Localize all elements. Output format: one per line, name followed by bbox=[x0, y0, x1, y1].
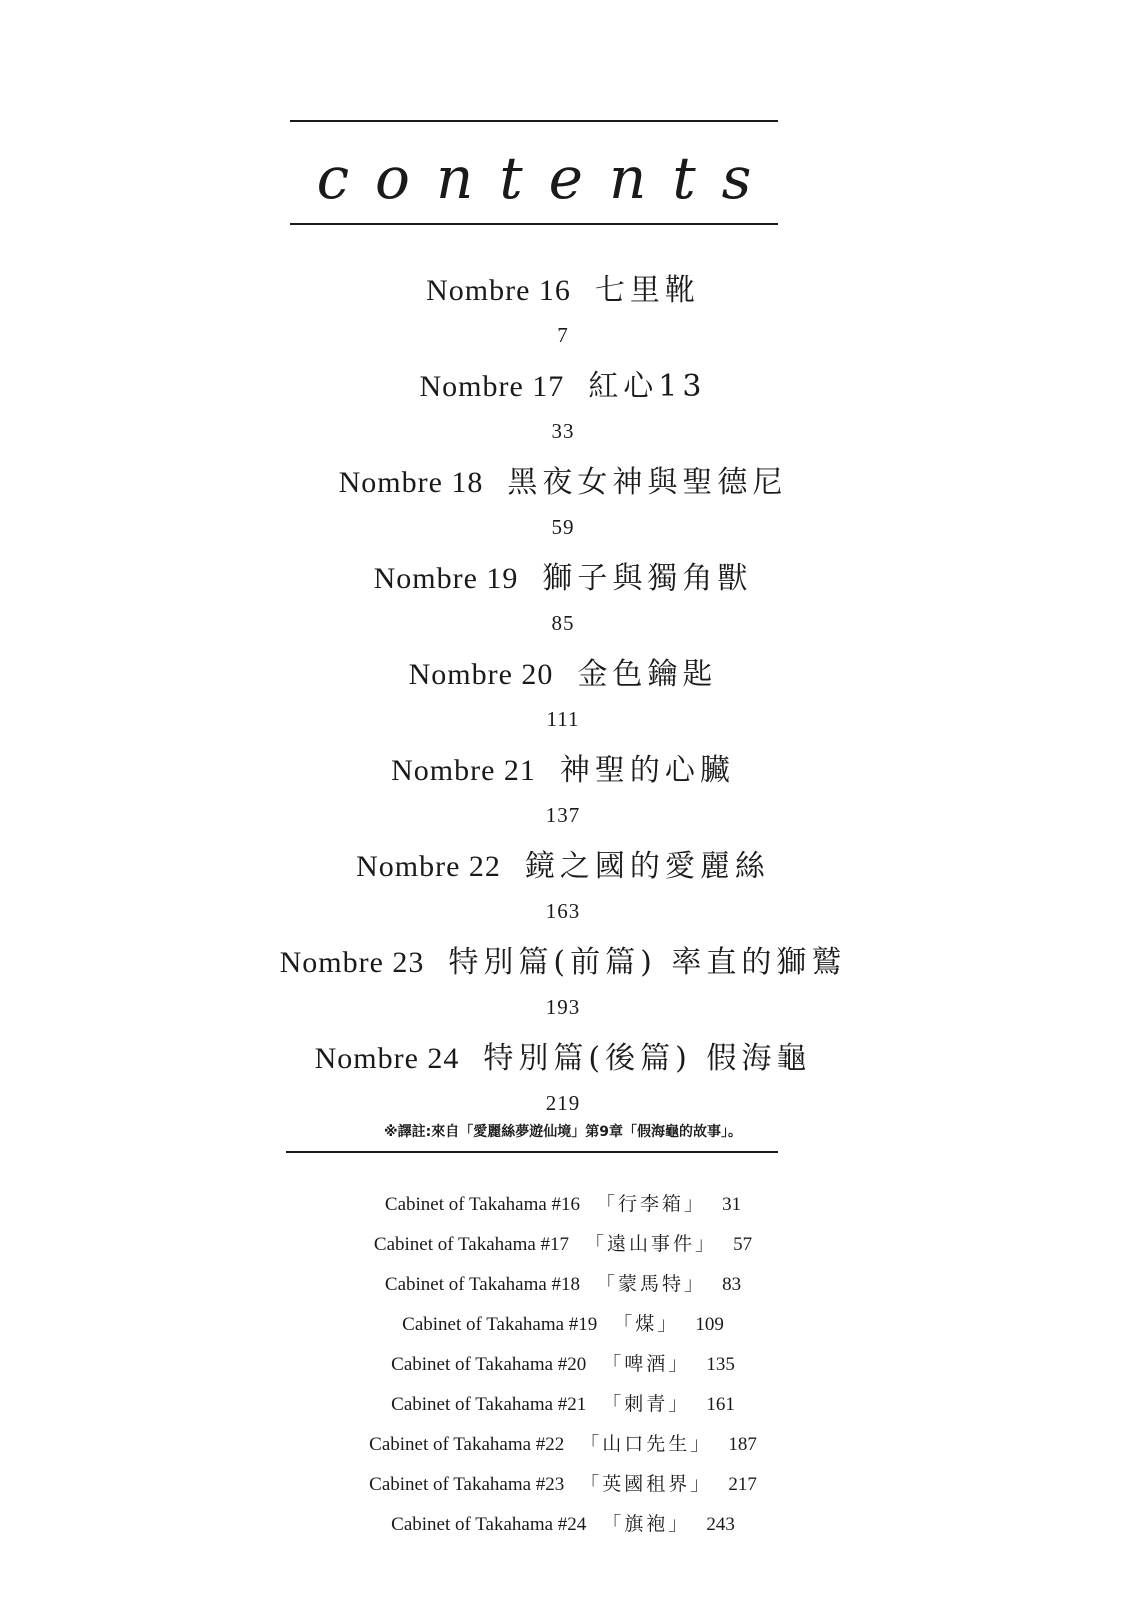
chapter-number: Nombre 18 bbox=[338, 466, 484, 499]
chapter-number: Nombre 19 bbox=[373, 562, 519, 595]
cabinet-entry[interactable] bbox=[0, 1224, 1126, 1264]
cabinet-title: 「蒙馬特」 bbox=[596, 1273, 707, 1295]
chapter-number: Nombre 23 bbox=[279, 946, 425, 979]
section-rule bbox=[286, 1151, 778, 1153]
cabinet-page: 109 bbox=[695, 1314, 724, 1335]
cabinet-label: Cabinet of Takahama #16 bbox=[384, 1194, 581, 1215]
cabinet-label: Cabinet of Takahama #18 bbox=[384, 1274, 581, 1295]
chapter-entry[interactable] bbox=[0, 262, 1126, 358]
chapter-title: 紅心13 bbox=[588, 369, 707, 404]
chapter-number: Nombre 20 bbox=[408, 658, 554, 691]
chapter-page: 7 bbox=[557, 323, 569, 347]
chapter-page: 137 bbox=[545, 803, 581, 827]
cabinet-title: 「刺青」 bbox=[602, 1393, 691, 1415]
cabinet-entry[interactable] bbox=[0, 1344, 1126, 1384]
cabinet-page: 187 bbox=[728, 1434, 757, 1455]
chapter-title: 黑夜女神與聖德尼 bbox=[507, 465, 788, 500]
chapter-entry[interactable] bbox=[0, 742, 1126, 838]
chapter-entry[interactable] bbox=[0, 838, 1126, 934]
chapter-entry[interactable] bbox=[0, 1030, 1126, 1126]
cabinet-page: 135 bbox=[706, 1354, 735, 1375]
cabinet-entry[interactable] bbox=[0, 1424, 1126, 1464]
cabinet-label: Cabinet of Takahama #24 bbox=[391, 1514, 587, 1535]
chapter-number: Nombre 24 bbox=[314, 1042, 460, 1075]
cabinet-label: Cabinet of Takahama #21 bbox=[391, 1394, 587, 1415]
chapter-entry[interactable] bbox=[0, 646, 1126, 742]
cabinet-title: 「行李箱」 bbox=[596, 1193, 707, 1215]
cabinet-entry[interactable] bbox=[0, 1504, 1126, 1544]
chapter-page: 111 bbox=[546, 707, 580, 731]
cabinet-entry[interactable] bbox=[0, 1384, 1126, 1424]
title-rule bbox=[290, 223, 778, 225]
chapter-page: 219 bbox=[545, 1091, 581, 1115]
chapter-page: 163 bbox=[545, 899, 581, 923]
page-title: contents bbox=[316, 144, 778, 212]
chapter-title: 金色鑰匙 bbox=[577, 657, 718, 692]
cabinet-title: 「遠山事件」 bbox=[585, 1233, 718, 1255]
cabinet-page: 31 bbox=[722, 1194, 742, 1215]
chapter-number: Nombre 17 bbox=[419, 370, 565, 403]
translator-note: ※譯註:來自「愛麗絲夢遊仙境」第9章「假海龜的故事」。 bbox=[384, 1124, 742, 1140]
chapter-page: 33 bbox=[551, 419, 575, 443]
chapter-number: Nombre 16 bbox=[426, 274, 571, 307]
chapter-page: 85 bbox=[551, 611, 575, 635]
chapter-page: 59 bbox=[551, 515, 575, 539]
cabinet-title: 「山口先生」 bbox=[580, 1433, 713, 1455]
cabinet-label: Cabinet of Takahama #22 bbox=[369, 1434, 565, 1455]
chapter-entry[interactable] bbox=[0, 454, 1126, 550]
cabinet-label: Cabinet of Takahama #23 bbox=[369, 1474, 565, 1495]
cabinet-page: 217 bbox=[728, 1474, 757, 1495]
cabinet-label: Cabinet of Takahama #19 bbox=[402, 1314, 598, 1335]
cabinet-entry[interactable] bbox=[0, 1464, 1126, 1504]
chapter-entry[interactable] bbox=[0, 934, 1126, 1030]
chapter-title: 特別篇(後篇) 假海龜 bbox=[483, 1041, 812, 1076]
cabinet-title: 「英國租界」 bbox=[580, 1473, 713, 1495]
cabinet-list bbox=[0, 1184, 1126, 1544]
chapter-title: 鏡之國的愛麗絲 bbox=[524, 849, 770, 884]
chapter-page: 193 bbox=[545, 995, 581, 1019]
cabinet-title: 「啤酒」 bbox=[602, 1353, 691, 1375]
cabinet-title: 「煤」 bbox=[613, 1313, 680, 1335]
cabinet-label: Cabinet of Takahama #20 bbox=[391, 1354, 587, 1375]
cabinet-label: Cabinet of Takahama #17 bbox=[373, 1234, 570, 1255]
cabinet-entry[interactable] bbox=[0, 1304, 1126, 1344]
top-rule bbox=[290, 120, 778, 122]
chapter-entry[interactable] bbox=[0, 358, 1126, 454]
chapter-title: 七里靴 bbox=[594, 273, 700, 308]
chapter-list bbox=[0, 262, 1126, 1126]
chapter-title: 神聖的心臟 bbox=[559, 753, 735, 788]
cabinet-title: 「旗袍」 bbox=[602, 1513, 691, 1535]
chapter-title: 獅子與獨角獸 bbox=[542, 561, 753, 596]
cabinet-page: 83 bbox=[722, 1274, 742, 1295]
cabinet-page: 161 bbox=[706, 1394, 735, 1415]
chapter-title: 特別篇(前篇) 率直的獅鷲 bbox=[448, 945, 847, 980]
cabinet-entry[interactable] bbox=[0, 1264, 1126, 1304]
cabinet-page: 243 bbox=[706, 1514, 735, 1535]
cabinet-entry[interactable] bbox=[0, 1184, 1126, 1224]
chapter-entry[interactable] bbox=[0, 550, 1126, 646]
chapter-number: Nombre 21 bbox=[391, 754, 536, 787]
chapter-number: Nombre 22 bbox=[356, 850, 501, 883]
cabinet-page: 57 bbox=[733, 1234, 753, 1255]
